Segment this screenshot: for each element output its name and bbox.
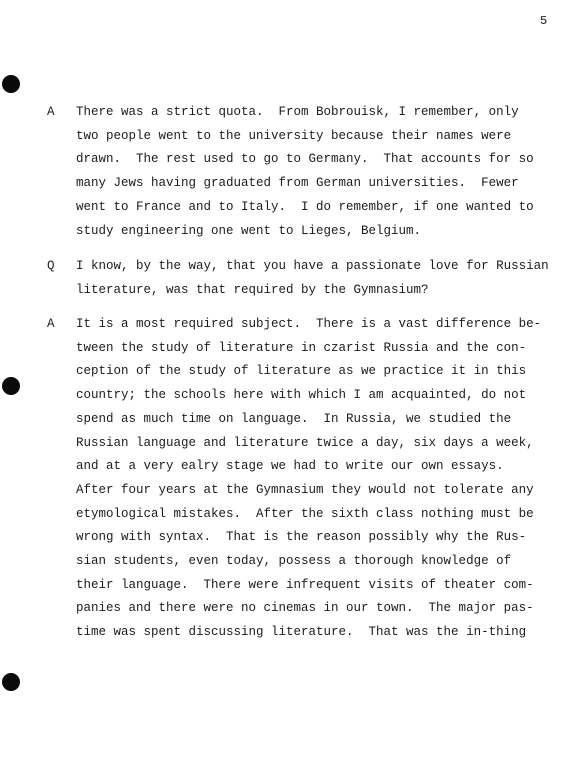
text-line: I know, by the way, that you have a passionate love for Russian — [76, 259, 549, 273]
text-line: went to France and to Italy. I do remember, if one wanted to — [76, 199, 534, 214]
text-line: Russian language and literature twice a day, six days a week, — [76, 435, 534, 450]
text-line: their language. There were infrequent visits of theater com- — [76, 577, 534, 592]
text-line: time was spent discussing literature. That was the in-thing — [76, 625, 527, 640]
text-line: There was a strict quota. From Bobrouisk, I remember, only — [76, 105, 519, 119]
text-line: many Jews having graduated from German universities. Fewer — [76, 176, 519, 191]
punch-hole — [2, 673, 20, 691]
text-line: sian students, even today, possess a thorough knowledge of — [76, 554, 512, 569]
entry-text — [76, 313, 576, 645]
punch-hole — [2, 377, 20, 395]
speaker-label: A — [47, 105, 55, 119]
text-line: spend as much time on language. In Russia, we studied the — [76, 411, 512, 426]
speaker-label: Q — [47, 259, 55, 273]
speaker-label: A — [47, 317, 55, 331]
text-line: study engineering one went to Lieges, Belgium. — [76, 223, 422, 238]
text-line: two people went to the university because their names were — [76, 128, 512, 143]
text-line: country; the schools here with which I am acquainted, do not — [76, 388, 527, 403]
text-line: etymological mistakes. After the sixth class nothing must be — [76, 506, 534, 521]
text-line: After four years at the Gymnasium they would not tolerate any — [76, 482, 534, 497]
text-line: and at a very ealry stage we had to write our own essays. — [76, 459, 504, 474]
text-line: tween the study of literature in czarist Russia and the con- — [76, 340, 527, 355]
entry-text — [76, 101, 576, 243]
text-line: literature, was that required by the Gymnasium? — [76, 282, 429, 297]
text-line: wrong with syntax. That is the reason possibly why the Rus- — [76, 530, 527, 545]
text-line: ception of the study of literature as we practice it in this — [76, 364, 527, 379]
entry-text — [76, 255, 576, 302]
text-line: drawn. The rest used to go to Germany. That accounts for so — [76, 152, 534, 167]
text-line: panies and there were no cinemas in our town. The major pas- — [76, 601, 534, 616]
punch-hole — [2, 75, 20, 93]
text-line: It is a most required subject. There is a vast difference be- — [76, 317, 542, 331]
page-number: 5 — [540, 14, 548, 28]
